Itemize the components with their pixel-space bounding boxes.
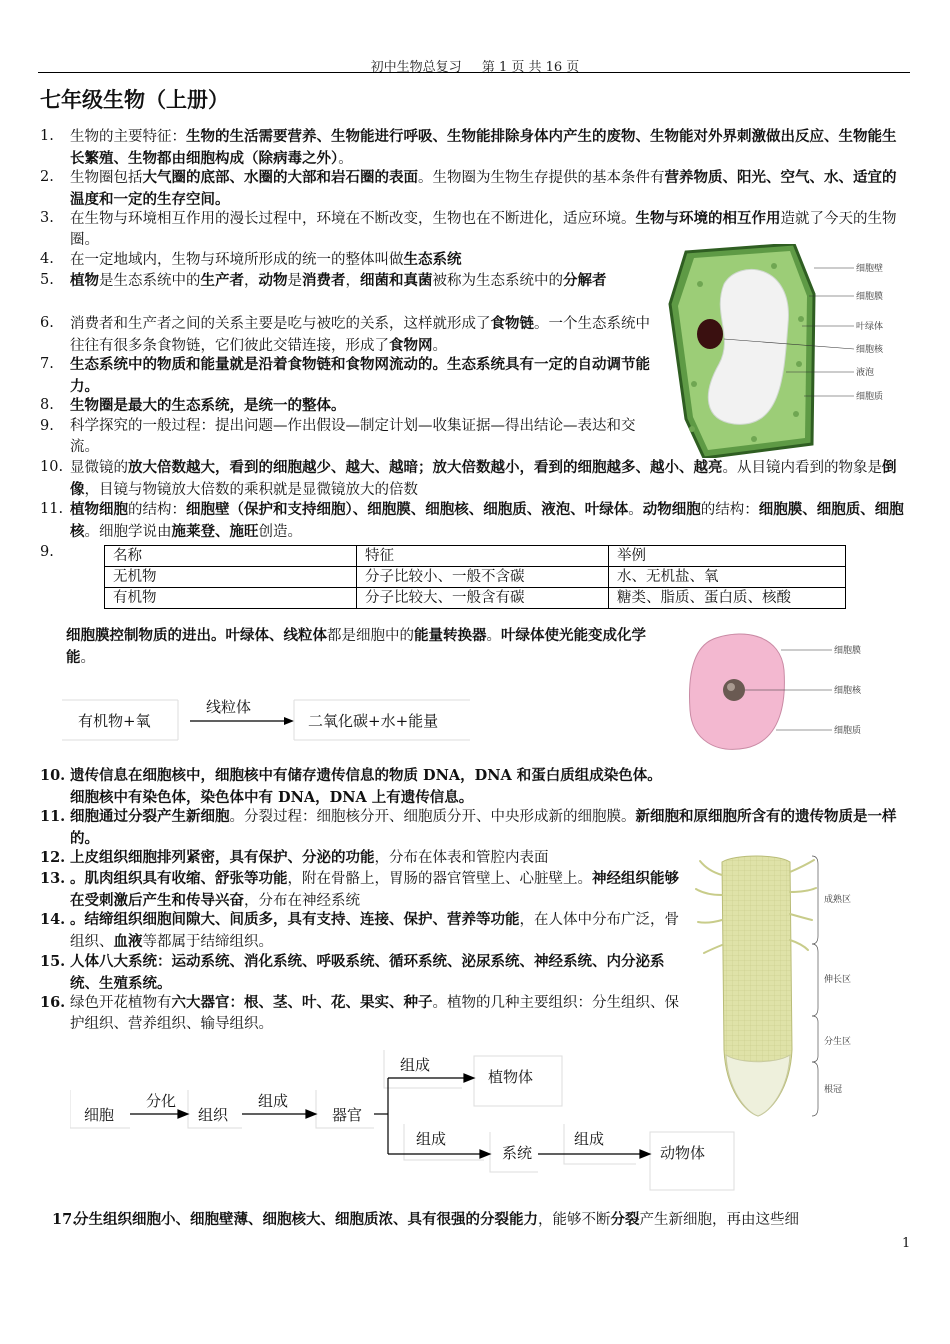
list-item-b: [40, 847, 680, 869]
list-item: [40, 395, 650, 417]
text-run: 。分裂过程：细胞核分开、细胞质分开、中央形成新的细胞膜。: [229, 809, 636, 825]
bold-text: 。结缔组织细胞间隙大、间质多，具有支持、连接、保护、营养等功能: [70, 911, 520, 928]
text-run: 等都属于结缔组织。: [142, 934, 273, 950]
text-run: ，: [244, 273, 259, 289]
text-run: ，在人体中分布广泛，骨组织、: [70, 912, 679, 950]
item-text: [70, 806, 910, 850]
list-item: [40, 499, 910, 543]
item-number: 8.: [40, 397, 54, 413]
table-row: [105, 567, 846, 588]
item-number: 15.: [40, 953, 66, 970]
item-number: 6.: [40, 315, 54, 331]
list-item-b: [40, 992, 680, 1035]
flow-organ: 器官: [332, 1106, 363, 1124]
plant-label: 细胞壁: [856, 264, 884, 274]
table-cell: 糖类、脂质、蛋白质、核酸: [609, 588, 846, 609]
bold-text: 分裂: [610, 1211, 640, 1228]
header-page-info: 第 1 页 共 16 页: [481, 60, 580, 75]
item-number: 14.: [40, 911, 66, 928]
item-text: [70, 499, 910, 543]
resp-left: 有机物+氧: [78, 712, 151, 730]
text-run: 绿色开花植物有: [70, 995, 172, 1011]
item-text: [70, 416, 650, 458]
root-label: 分生区: [824, 1037, 852, 1047]
bold-text: 神经组织能够在受刺激后产生和传导兴奋: [70, 870, 679, 909]
animal-label: 细胞核: [834, 686, 862, 696]
text-run: 是: [287, 273, 302, 289]
bold-text: 能量转换器: [414, 627, 487, 644]
text-run: 创造。: [258, 524, 302, 540]
flow-plant: 植物体: [488, 1068, 534, 1086]
table-row: [105, 588, 846, 609]
text-run: 显微镜的: [70, 460, 128, 476]
text-run: ，分布在体表和管腔内表面: [374, 850, 549, 866]
bold-text: 营养物质、阳光、空气、水、适宜的温度和一定的生存空间。: [70, 169, 897, 208]
bold-text: 生态系统: [403, 251, 462, 268]
text-run: 。: [486, 628, 501, 644]
bold-text: 生物与环境的相互作用: [635, 210, 781, 227]
text-run: 。从目镜内看到的物象是: [722, 460, 882, 476]
bold-text: 大气圈的底部、水圈的大部和岩石圈的表面: [142, 169, 418, 186]
table-cell: 分子比较小、一般不含碳: [357, 567, 609, 588]
root-label: 成熟区: [824, 895, 852, 905]
item-text: [74, 1209, 932, 1231]
bold-text: 生物圈是最大的生态系统，是统一的整体。: [70, 397, 346, 414]
table-header: 举例: [609, 546, 846, 567]
item-number: 1.: [40, 128, 54, 144]
list-item: [40, 457, 910, 501]
plant-label: 叶绿体: [856, 322, 884, 332]
text-run: 生物的主要特征：: [70, 129, 186, 145]
item-number: 3.: [40, 210, 54, 226]
text-run: 在一定地域内，生物与环境所形成的统一的整体叫做: [70, 252, 404, 268]
flow-system: 系统: [502, 1144, 533, 1162]
bold-text: 动物: [258, 272, 288, 289]
bold-text: 细胞壁（保护和支持细胞）、细胞膜、细胞核、细胞质、液泡、叶绿体: [186, 501, 629, 518]
bold-text: 遗传信息在细胞核中，细胞核中有储存遗传信息的物质 DNA，DNA 和蛋白质组成染色体。细胞核中有染色体，染色体中有 DNA，DNA 上有遗传信息。: [70, 767, 662, 806]
list-item-b: [40, 951, 690, 995]
item-text: [70, 249, 650, 271]
table-number: 9.: [40, 544, 54, 560]
list-item-b: [40, 806, 910, 850]
item-number: 17.: [52, 1211, 78, 1228]
text-run: 。细胞学说由: [84, 524, 172, 540]
bold-text: 植物细胞: [70, 501, 128, 518]
plant-label: 细胞核: [856, 345, 884, 355]
animal-cell-nucleus: [723, 679, 745, 701]
bold-text: 消费者: [302, 272, 346, 289]
item-number: 12.: [40, 849, 66, 866]
flow-divide: 分化: [146, 1092, 177, 1110]
item-number: 11.: [40, 808, 66, 825]
text-run: 消费者和生产者之间的关系主要是吃与被吃的关系，这样就形成了: [70, 316, 491, 332]
item-text: [70, 951, 690, 995]
root-label: 伸长区: [824, 975, 852, 985]
membrane-paragraph: [66, 625, 646, 669]
text-run: 科学探究的一般过程：提出问题—作出假设—制定计划—收集证据—得出结论—表达和交流。: [70, 418, 636, 455]
organization-flow: [70, 1040, 750, 1200]
page-title: 七年级生物（上册）: [40, 87, 229, 112]
item-text: [70, 270, 650, 292]
text-run: ，目镜与物镜放大倍数的乘积就是显微镜放大的倍数: [84, 482, 418, 498]
plant-label: 细胞膜: [856, 292, 884, 302]
item-number: 9.: [40, 418, 54, 434]
table-cell: 无机物: [105, 567, 357, 588]
bold-text: 血液: [113, 933, 143, 950]
table-header-row: [105, 546, 846, 567]
table-header: 特征: [357, 546, 609, 567]
list-item-b: [40, 868, 680, 912]
item-text: [70, 457, 910, 501]
bold-text: 施莱登、施旺: [171, 523, 259, 540]
list-item: [40, 313, 650, 357]
bold-text: 上皮组织细胞排列紧密，具有保护、分泌的功能: [70, 849, 375, 866]
item-text: [70, 868, 680, 912]
list-item: [40, 126, 910, 170]
item-number: 4.: [40, 251, 54, 267]
bold-text: 分生组织细胞小、细胞壁薄、细胞核大、细胞质浓、具有很强的分裂能力: [74, 1211, 538, 1228]
bold-text: 新细胞和原细胞所含有的遗传物质是一样的。: [70, 808, 897, 847]
bold-text: 放大倍数越大，看到的细胞越少、越大、越暗；放大倍数越小，看到的细胞越多、越小、越亮: [128, 459, 723, 476]
text-run: ，附在骨骼上，胃肠的器官管壁上、心脏壁上。: [287, 871, 592, 887]
item-text: [70, 167, 910, 211]
bold-text: 倒像: [70, 459, 897, 498]
text-run: 是生态系统中的: [99, 273, 201, 289]
bold-text: 分解者: [563, 272, 607, 289]
text-run: ，: [345, 273, 360, 289]
flow-cell: 细胞: [84, 1106, 115, 1124]
bold-text: 六大器官：根、茎、叶、花、果实、种子: [171, 994, 433, 1011]
item-number: 10.: [40, 767, 66, 784]
text-run: 被称为生态系统中的: [432, 273, 563, 289]
flow-compose-2: 组成: [400, 1056, 431, 1074]
item-text: [70, 126, 910, 170]
item-text: [70, 765, 670, 809]
text-run: 产生新细胞，再由这些细: [639, 1212, 799, 1228]
text-run: 都是细胞中的: [327, 628, 414, 644]
list-item: [40, 354, 650, 398]
animal-label: 细胞质: [834, 726, 862, 736]
item-number: 2.: [40, 169, 54, 185]
header-rule: [38, 72, 910, 73]
resp-mid: 线粒体: [206, 698, 252, 716]
text-run: 。植物的几种主要组织：分生组织、保护组织、营养组织、输导组织。: [70, 995, 679, 1032]
text-run: 在生物与环境相互作用的漫长过程中，环境在不断改变，生物也在不断进化，适应环境。: [70, 211, 636, 227]
bold-text: 。肌肉组织具有收缩、舒张等功能: [70, 870, 288, 887]
bold-text: 细胞膜控制物质的进出。叶绿体、线粒体: [66, 627, 327, 644]
flow-compose-3: 组成: [416, 1130, 447, 1148]
item-text: [70, 992, 680, 1035]
flow-compose-1: 组成: [258, 1092, 289, 1110]
text-run: 。生物圈为生物生存提供的基本条件有: [418, 170, 665, 186]
plant-label: 液泡: [856, 368, 875, 378]
plant-cell-nucleus: [697, 319, 723, 349]
bold-text: 叶绿体使光能变成化学能: [66, 627, 646, 666]
text-run: 。: [628, 502, 643, 518]
bold-text: 植物: [70, 272, 99, 289]
list-item-17: [52, 1209, 932, 1231]
text-run: ，分布在神经系统: [244, 893, 360, 909]
bold-text: 细胞膜、细胞质、细胞核: [70, 501, 904, 540]
text-run: 的结构：: [700, 502, 759, 518]
animal-label: 细胞膜: [834, 646, 862, 656]
item-number: 11.: [40, 501, 64, 517]
item-text: [70, 354, 650, 398]
list-item: [40, 249, 650, 271]
item-number: 16.: [40, 994, 66, 1011]
text-run: 。: [338, 151, 353, 167]
text-run: 。一个生态系统中往往有很多条食物链，它们彼此交错连接，形成了: [70, 316, 650, 354]
bold-text: 细胞通过分裂产生新细胞: [70, 808, 230, 825]
bold-text: 生态系统中的物质和能量就是沿着食物链和食物网流动的。生态系统具有一定的自动调节能力。: [70, 356, 650, 395]
text-run: 的结构：: [128, 502, 186, 518]
header-doc-title: 初中生物总复习: [370, 60, 462, 75]
item-number: 10.: [40, 459, 64, 475]
plant-cell-figure: [664, 244, 910, 458]
item-text: [70, 909, 680, 953]
bold-text: 食物网: [389, 337, 433, 354]
flow-tissue: 组织: [198, 1106, 229, 1124]
list-item-b: [40, 909, 680, 953]
bold-text: 生物的生活需要营养、生物能进行呼吸、生物能排除身体内产生的废物、生物能对外界刺激做出反应、生物能生长繁殖、生物都由细胞构成（除病毒之外）: [70, 128, 897, 167]
item-text: [70, 395, 650, 417]
text-run: 造就了今天的生物圈。: [70, 211, 897, 248]
item-text: [70, 313, 650, 357]
text-run: 生物圈包括: [70, 170, 143, 186]
bold-text: 细菌和真菌: [360, 272, 433, 289]
item-number: 13.: [40, 870, 66, 887]
item-number: 7.: [40, 356, 54, 372]
bold-text: 食物链: [490, 315, 534, 332]
flow-compose-4: 组成: [574, 1130, 605, 1148]
item-text: [66, 625, 646, 669]
text-run: 。: [80, 650, 95, 666]
list-item: [40, 167, 910, 211]
bold-text: 动物细胞: [642, 501, 701, 518]
text-run: 。: [432, 338, 447, 354]
table-cell: 水、无机盐、氧: [609, 567, 846, 588]
plant-label: 细胞质: [856, 392, 884, 402]
substance-table: [104, 545, 846, 609]
bold-text: 人体八大系统：运动系统、消化系统、呼吸系统、循环系统、泌尿系统、神经系统、内分泌系统、生殖系统。: [70, 953, 665, 992]
page-number: 1: [902, 1236, 911, 1251]
animal-cell-figure: [686, 630, 912, 754]
table-cell: 有机物: [105, 588, 357, 609]
root-label: 根冠: [824, 1085, 843, 1095]
list-item: [40, 270, 650, 292]
table-header: 名称: [105, 546, 357, 567]
flow-animal: 动物体: [660, 1144, 706, 1162]
item-number: 5.: [40, 272, 54, 288]
table-cell: 分子比较大、一般含有碳: [357, 588, 609, 609]
list-item: [40, 416, 650, 458]
text-run: ，能够不断: [538, 1212, 611, 1228]
resp-right: 二氧化碳+水+能量: [308, 712, 439, 730]
respiration-flow: [60, 688, 480, 748]
item-text: [70, 847, 680, 869]
bold-text: 生产者: [200, 272, 244, 289]
list-item-b: [40, 765, 670, 809]
